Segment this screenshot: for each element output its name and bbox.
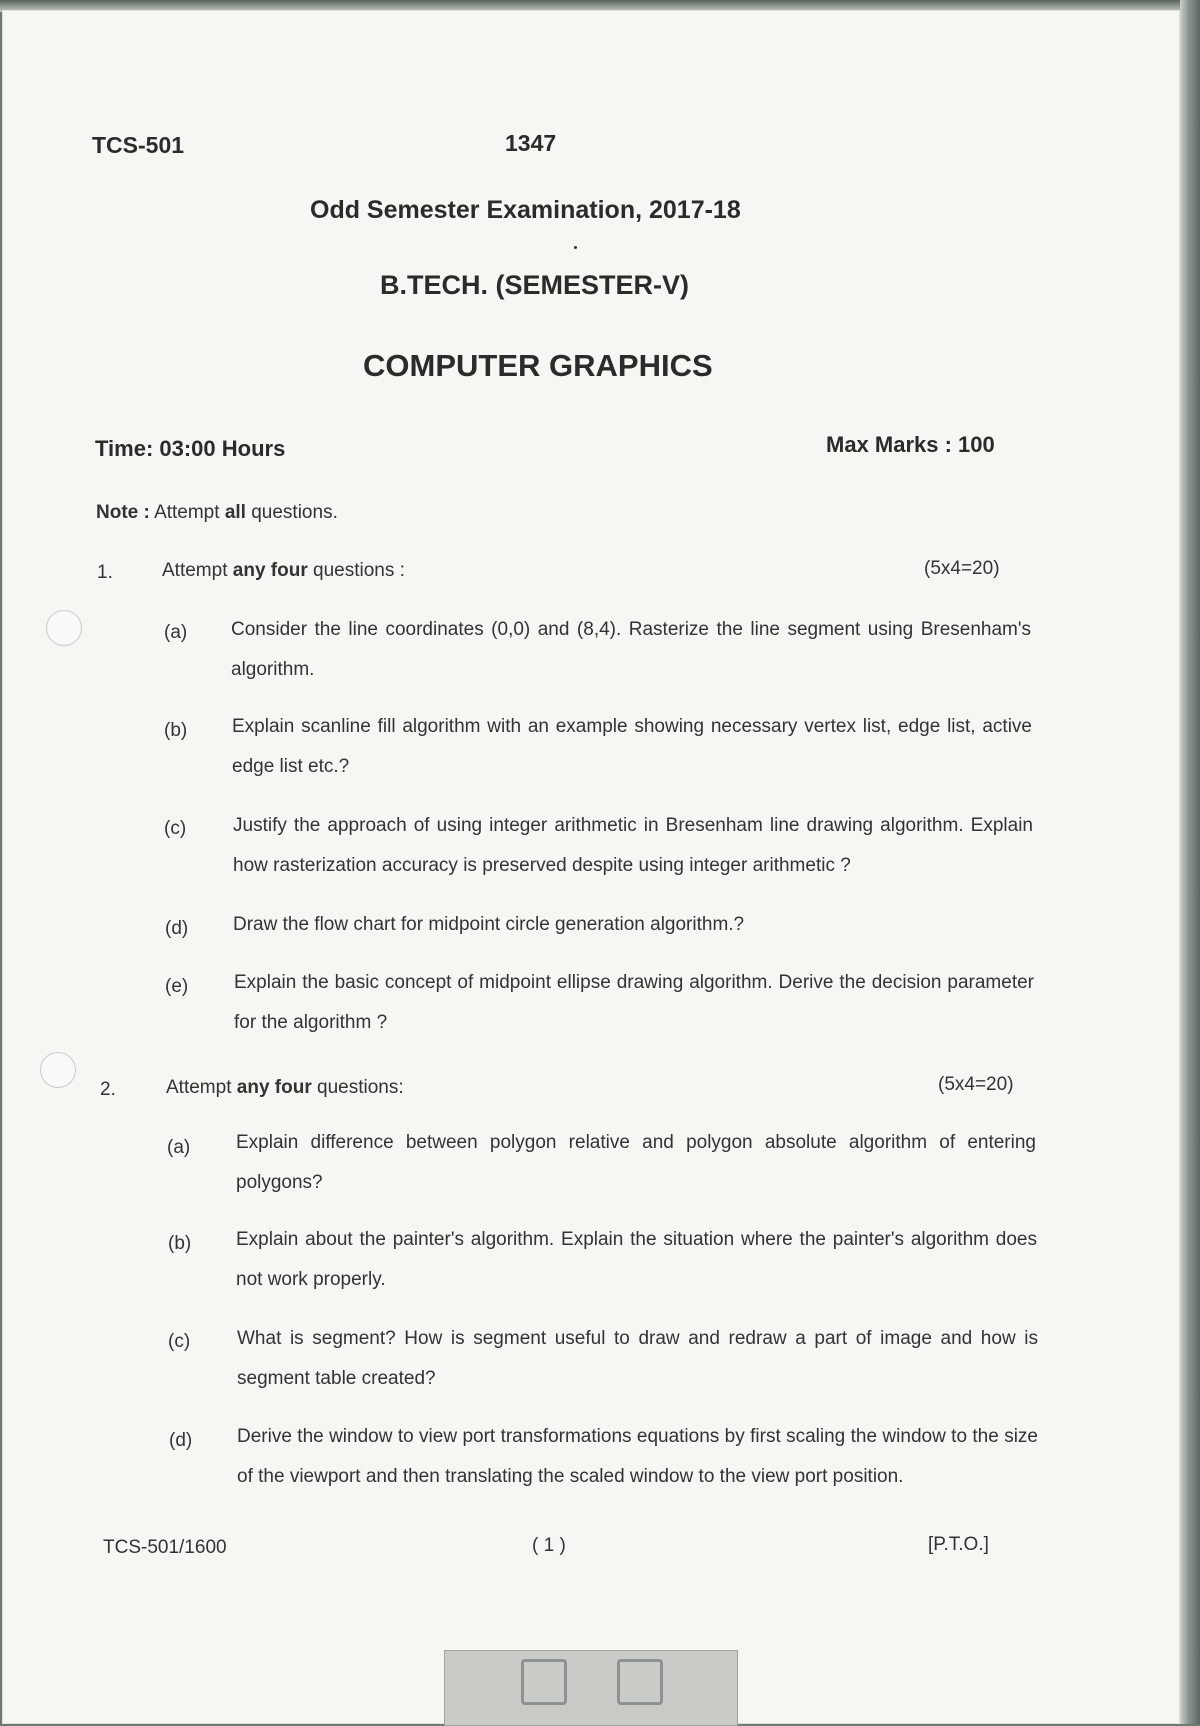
question-marks: (5x4=20) — [938, 1074, 1014, 1095]
page-number: ( 1 ) — [532, 1535, 566, 1556]
paper-code: TCS-501 — [92, 132, 185, 158]
program-title: B.TECH. (SEMESTER-V) — [380, 270, 690, 300]
question-number: 1. — [97, 562, 113, 583]
part-text: Explain scanline fill algorithm with an example showing necessary vertex list, edge list, active edge list etc.? — [232, 716, 1032, 777]
max-marks: Max Marks : 100 — [826, 432, 995, 457]
footer-paper-code: TCS-501/1600 — [103, 1537, 227, 1558]
part-label: (c) — [164, 818, 187, 839]
instruction-tail: questions: — [317, 1077, 404, 1098]
instruction-tail: questions : — [313, 560, 405, 581]
punch-hole-mark — [46, 610, 82, 646]
part-label: (b) — [164, 720, 188, 741]
part-label: (a) — [167, 1137, 191, 1158]
stamp-glyph-icon — [521, 1659, 567, 1705]
exam-page — [2, 10, 1180, 1724]
part-label: (e) — [165, 976, 189, 997]
part-label: (d) — [169, 1430, 193, 1451]
note-line — [96, 502, 338, 524]
punch-hole-mark — [40, 1052, 76, 1088]
please-turn-over: [P.T.O.] — [928, 1534, 989, 1555]
scanner-stamp-mark — [444, 1650, 738, 1726]
part-text: Explain difference between polygon relative and polygon absolute algorithm of entering polygons? — [236, 1132, 1036, 1193]
paper-number: 1347 — [505, 130, 557, 156]
note-text-before: Attempt — [154, 502, 220, 523]
part-label: (c) — [168, 1331, 191, 1352]
part-text: Consider the line coordinates (0,0) and (8,4). Rasterize the line segment using Bresenham's algorithm. — [231, 619, 1031, 680]
part-text: Explain the basic concept of midpoint ellipse drawing algorithm. Derive the decision parameter for the algorithm ? — [234, 972, 1034, 1033]
part-label: (d) — [165, 918, 189, 939]
part-label: (a) — [164, 622, 188, 643]
part-text: Explain about the painter's algorithm. Explain the situation where the painter's algorithm does not work properly. — [236, 1229, 1037, 1290]
instruction-lead: Attempt — [162, 560, 228, 581]
question-number: 2. — [100, 1079, 116, 1100]
part-text: Draw the flow chart for midpoint circle generation algorithm.? — [233, 914, 745, 935]
scan-right-edge — [1180, 0, 1200, 1724]
instruction-lead: Attempt — [166, 1077, 232, 1098]
note-emphasis: all — [224, 502, 246, 523]
question-marks: (5x4=20) — [924, 558, 1000, 579]
question-instruction — [166, 1077, 404, 1099]
question-instruction — [162, 560, 405, 582]
part-text: Justify the approach of using integer arithmetic in Bresenham line drawing algorithm. Explain how rasterization accuracy is preserved despite using integer arithmetic ? — [233, 815, 1033, 876]
part-text: Derive the window to view port transformations equations by first scaling the window to the size of the viewport and then translating the scaled window to the view port position. — [237, 1426, 1038, 1487]
part-label: (b) — [168, 1233, 192, 1254]
stamp-glyph-icon — [617, 1659, 663, 1705]
note-text-after: questions. — [251, 502, 338, 523]
subject-title: COMPUTER GRAPHICS — [363, 348, 713, 383]
note-label: Note : — [96, 502, 150, 523]
scan-speck — [574, 246, 577, 249]
exam-duration: Time: 03:00 Hours — [95, 436, 286, 461]
instruction-emphasis: any four — [232, 560, 308, 581]
instruction-emphasis: any four — [236, 1077, 312, 1098]
exam-title: Odd Semester Examination, 2017-18 — [310, 196, 741, 224]
part-text: What is segment? How is segment useful to draw and redraw a part of image and how is segment table created? — [237, 1328, 1038, 1389]
